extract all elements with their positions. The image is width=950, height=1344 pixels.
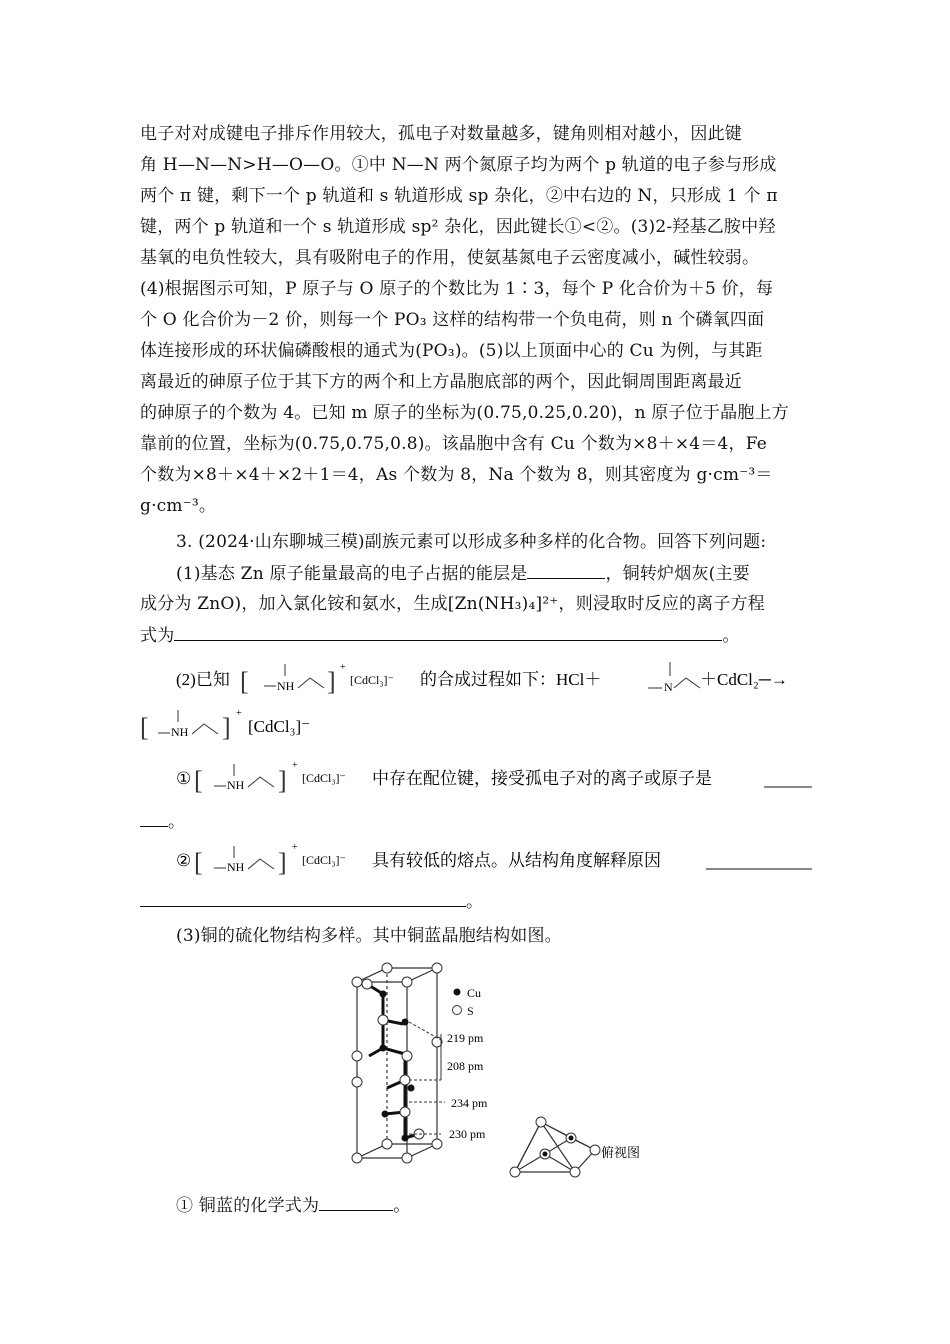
answer-blank-energy-level[interactable] [527, 560, 605, 579]
cation-charge-q2: + [292, 842, 298, 853]
top-view-atoms [510, 1117, 600, 1177]
solution-line-5: 基氧的电负性较大，具有吸附电子的作用，使氨基氮电子云密度减小，碱性较弱。 [140, 248, 760, 268]
q3-part1-text-b: ，铜转炉烟灰(主要 [605, 564, 750, 584]
solution-line-13: g·cm⁻³。 [140, 496, 217, 516]
circled-2: ② [176, 851, 192, 870]
top-view-label: 俯视图 [601, 1145, 641, 1160]
anion-cdcl3: [CdCl₃]⁻ [350, 673, 394, 687]
q3-part2-q1 [176, 752, 816, 796]
bracket-open-q1: [ [194, 766, 203, 795]
nh-label: NH [277, 679, 295, 693]
anion-q1: [CdCl₃]⁻ [302, 771, 346, 785]
q3-part2-formula-block [140, 650, 820, 750]
answer-blank-ion-equation[interactable] [174, 622, 722, 641]
q3-part3-q1-text: ① 铜蓝的化学式为 [176, 1196, 320, 1216]
legend-cu-marker [454, 989, 461, 996]
solution-line-11: 靠前的位置，坐标为(0.75,0.75,0.8)。该晶胞中含有 Cu 个数为×8＋×4＝4，Fe [140, 434, 768, 454]
q3-part1-text-a: (1)基态 Zn 原子能量最高的电子占据的能层是 [176, 564, 528, 584]
q3-part2-plus-cdcl2: ＋CdCl₂─→ [700, 670, 788, 689]
nh-label-q1: NH [227, 778, 245, 792]
bracket-close: ] [327, 667, 336, 696]
ethyl-chain-q1 [248, 777, 274, 787]
distance-234: 234 pm [451, 1096, 488, 1110]
answer-blank-formula[interactable] [319, 1192, 393, 1211]
cu-atoms [380, 991, 415, 1142]
distance-219: 219 pm [447, 1031, 484, 1045]
period-2: 。 [168, 812, 186, 832]
covellite-unit-cell-figure [345, 962, 655, 1180]
anion-q2: [CdCl₃]⁻ [302, 853, 346, 867]
solution-line-3: 两个 π 键，剩下一个 p 轨道和 s 轨道形成 sp 杂化，②中右边的 N，只形成 1 个 π [140, 186, 778, 206]
solution-line-12: 个数为×8＋×4＋×2＋1＝4，As 个数为 8，Na 个数为 8，则其密度为 g·cm⁻³＝ [140, 465, 773, 485]
nh-label-2: NH [171, 725, 189, 739]
bracket-close-q2: ] [278, 848, 287, 877]
q3-part2-q2-cont [140, 888, 483, 915]
ethyl-chain-2 [674, 678, 700, 688]
q3-part2-synthesis: 的合成过程如下：HCl＋ [420, 670, 602, 689]
q3-part2-q2-text: 具有较低的熔点。从结构角度解释原因 [372, 851, 661, 870]
q3-part2-q1-text: 中存在配位键，接受孤电子对的离子或原子是 [372, 769, 712, 788]
solution-line-2: 角 H—N—N>H—O—O。①中 N—N 两个氮原子均为两个 p 轨道的电子参与形成 [140, 155, 777, 175]
solution-line-1: 电子对对成键电子排斥作用较大，孤电子对数量越多，键角则相对越小，因此键 [140, 124, 742, 144]
product-anion: [CdCl₃]⁻ [248, 717, 311, 736]
circled-1: ① [176, 769, 192, 788]
top-view-cu-2 [569, 1136, 574, 1141]
solution-line-4: 键，两个 p 轨道和一个 s 轨道形成 sp² 杂化，因此键长①<②。(3)2-羟基乙胺中羟 [140, 217, 776, 237]
q3-part1-line2: 成分为 ZnO)，加入氯化铵和氨水，生成[Zn(NH₃)₄]²⁺，则浸取时反应的离子方程 [140, 594, 765, 614]
bracket-open-q2: [ [194, 848, 203, 877]
answer-blank-reason-cont[interactable] [140, 888, 466, 907]
q3-part1-line3 [140, 622, 740, 649]
solution-line-10: 的砷原子的个数为 4。已知 m 原子的坐标为(0.75,0.25,0.20)，n 原子位于晶胞上方 [140, 403, 789, 423]
top-view-cu-1 [543, 1152, 548, 1157]
ethyl-chain-q2 [248, 859, 274, 869]
ethyl-chain [298, 678, 324, 688]
q3-part1-text-d: 式为 [140, 626, 175, 646]
q3-part3-q1 [176, 1192, 410, 1219]
n-label: N [664, 680, 673, 694]
cation-charge-2: + [236, 708, 242, 719]
cation-charge-q1: + [292, 760, 298, 771]
nh-label-q2: NH [227, 860, 245, 874]
s-atoms [352, 963, 442, 1163]
distance-208: 208 pm [447, 1059, 484, 1073]
solution-line-8: 体连接形成的环状偏磷酸根的通式为(PO₃)。(5)以上顶面中心的 Cu 为例，与其距 [140, 341, 763, 361]
bracket-open-2: [ [140, 713, 149, 742]
solution-line-9: 离最近的砷原子位于其下方的两个和上方晶胞底部的两个，因此铜周围距离最近 [140, 372, 742, 392]
answer-blank-acceptor-cont[interactable] [140, 808, 168, 827]
bracket-close-2: ] [222, 713, 231, 742]
top-view-diagram [515, 1122, 595, 1172]
q3-part2-known: (2)已知 [176, 670, 230, 689]
period-4: 。 [393, 1196, 411, 1216]
legend-s-marker [453, 1006, 462, 1015]
period-3: 。 [466, 892, 484, 912]
bracket-close-q1: ] [278, 766, 287, 795]
q3-part2-q1-cont [140, 808, 185, 835]
question-3-intro: 3. (2024·山东聊城三模)副族元素可以形成多种多样的化合物。回答下列问题: [176, 532, 767, 552]
distance-230: 230 pm [449, 1127, 486, 1141]
legend-cu: Cu [467, 986, 482, 1000]
solution-line-6: (4)根据图示可知，P 原子与 O 原子的个数比为 1∶3，每个 P 化合价为＋5 价，每 [140, 279, 774, 299]
ethyl-chain-3 [192, 724, 218, 734]
q3-part3: (3)铜的硫化物结构多样。其中铜蓝晶胞结构如图。 [176, 926, 562, 946]
solution-line-7: 个 O 化合价为－2 价，则每一个 PO₃ 这样的结构带一个负电荷，则 n 个磷氧四面 [140, 310, 765, 330]
q3-part2-q2 [176, 834, 816, 878]
legend-s: S [467, 1004, 474, 1018]
cu-s-bonds [367, 984, 419, 1138]
cation-charge: + [340, 662, 346, 673]
q3-part1-line1 [176, 560, 750, 587]
unit-cell-frame [357, 968, 437, 1158]
period: 。 [722, 626, 740, 646]
bracket-open: [ [240, 667, 249, 696]
